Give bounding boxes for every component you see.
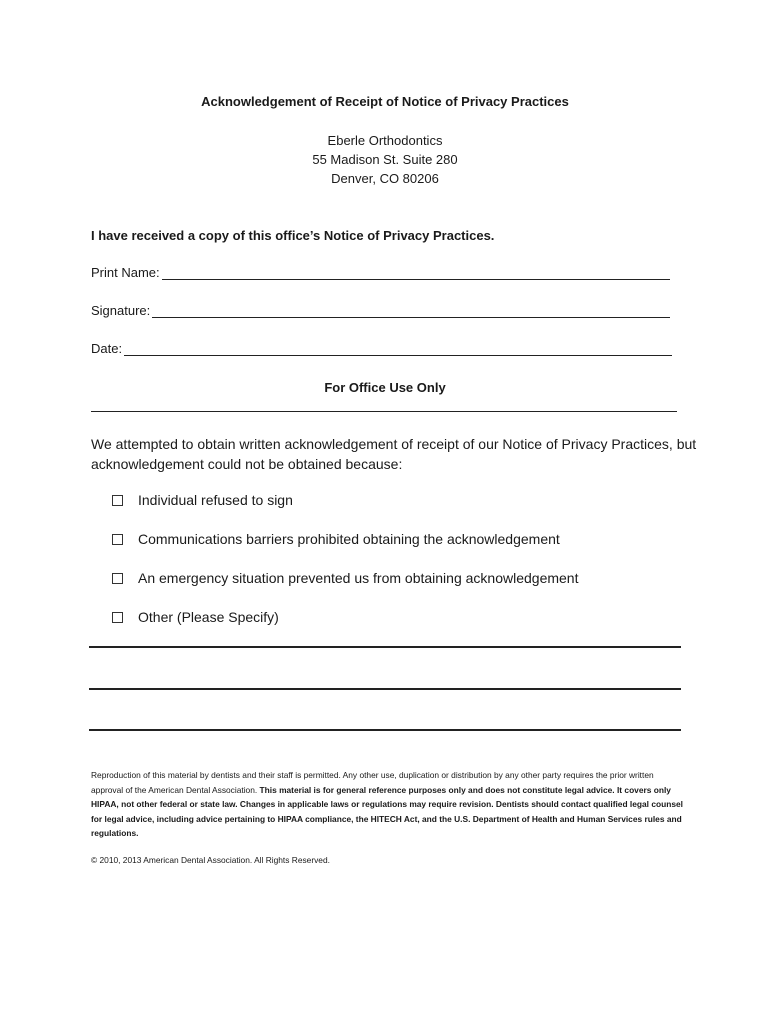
receipt-statement: I have received a copy of this office’s Notice of Privacy Practices.: [91, 228, 495, 243]
practice-name: Eberle Orthodontics: [327, 133, 443, 148]
option-other[interactable]: [112, 609, 279, 625]
print-name-field[interactable]: [162, 265, 670, 280]
date-row: [91, 341, 672, 356]
office-use-paragraph: We attempted to obtain written acknowledgement of receipt of our Notice of Privacy Practices, but acknowledgement could not be obtained because:: [91, 436, 697, 472]
option-other-label: Other (Please Specify): [138, 609, 279, 625]
checkbox-emergency[interactable]: [112, 573, 123, 584]
office-use-title: For Office Use Only: [324, 380, 446, 395]
option-emergency[interactable]: [112, 570, 578, 586]
checkbox-refused[interactable]: [112, 495, 123, 506]
specify-line-1[interactable]: [89, 646, 681, 648]
specify-line-3[interactable]: [89, 729, 681, 731]
disclaimer-normal: Reproduction of this material by dentists and their staff is permitted. Any other use, duplication or distribution by any other party requires the prior written approval of the American Dental Association.: [91, 770, 654, 795]
office-use-divider: [91, 411, 677, 412]
copyright-notice: © 2010, 2013 American Dental Association. All Rights Reserved.: [91, 855, 330, 865]
checkbox-other[interactable]: [112, 612, 123, 623]
date-field[interactable]: [124, 341, 672, 356]
signature-row: [91, 303, 670, 318]
disclaimer-text: [91, 768, 685, 841]
date-label: Date:: [91, 341, 123, 356]
print-name-label: Print Name:: [91, 265, 160, 280]
practice-street: 55 Madison St. Suite 280: [312, 152, 458, 167]
option-refused-label: Individual refused to sign: [138, 492, 293, 508]
signature-field[interactable]: [152, 303, 670, 318]
signature-label: Signature:: [91, 303, 151, 318]
practice-city: Denver, CO 80206: [331, 171, 439, 186]
option-communication-barriers[interactable]: [112, 531, 560, 547]
option-refused[interactable]: [112, 492, 293, 508]
checkbox-communication-barriers[interactable]: [112, 534, 123, 545]
document-title: Acknowledgement of Receipt of Notice of Privacy Practices: [201, 94, 569, 109]
print-name-row: [91, 265, 670, 280]
disclaimer-bold: This material is for general reference purposes only and does not constitute legal advice. It covers only HIPAA, not other federal or state law. Changes in applicable laws or regulations may require revision. Dentists should contact qualified legal counsel for legal advice, including advice pertaining to HIPAA compliance, the HITECH Act, and the U.S. Department of Health and Human Services rules and regulations.: [91, 784, 683, 839]
specify-line-2[interactable]: [89, 688, 681, 690]
option-communication-barriers-label: Communications barriers prohibited obtaining the acknowledgement: [138, 531, 560, 547]
option-emergency-label: An emergency situation prevented us from obtaining acknowledgement: [138, 570, 579, 586]
